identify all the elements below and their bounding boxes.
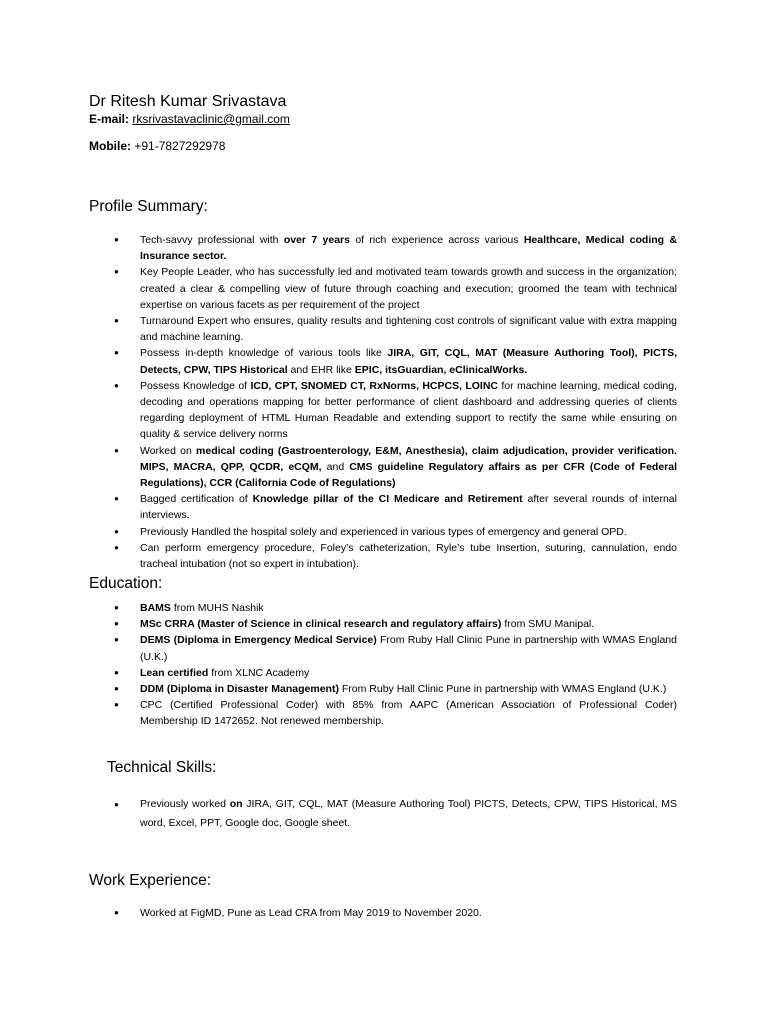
list-item [114,378,677,443]
item-text: JIRA, GIT, CQL, MAT (Measure Authoring Tool) PICTS, Detects, CPW, TIPS Historical, MS word, Excel, PPT, Google doc, Google sheet. [140,798,677,829]
item-text: From Ruby Hall Clinic Pune in partnership with WMAS England (U.K.) [140,634,677,663]
list-item [114,697,677,729]
list-item [114,524,677,540]
email-line [89,112,290,126]
item-text: Tech-savvy professional with [140,234,284,246]
technical-skills-heading: Technical Skills: [107,759,217,776]
item-text: from SMU Manipal. [501,618,595,631]
item-text: Can perform emergency procedure, Foley’s catheterization, Ryle’s tube Insertion, suturing, cannulation, endo tracheal intubation (not so expert in intubation). [140,541,677,571]
work-experience-list [114,905,677,921]
bold-text: EPIC, itsGuardian, eClinicalWorks. [354,363,528,376]
item-text: Bagged certification of [140,493,253,506]
item-text: of rich experience across various [349,234,524,246]
bold-text: DEMS (Diploma in Emergency Medical Service) [140,634,377,647]
list-item [114,616,677,632]
bold-text: Healthcare, Medical coding & Insurance sector. [140,234,677,263]
mobile-label: Mobile: [89,139,131,153]
item-text: Worked at FigMD, Pune as Lead CRA from May 2019 to November 2020. [140,907,482,919]
mobile-number: +91-7827292978 [134,139,226,153]
bold-text: CMS guideline Regulatory affairs as per CFR (Code of Federal Regulations), CCR (California Code of Regulations) [140,460,678,490]
list-item [114,795,677,833]
list-item [114,443,677,492]
education-list [114,600,677,730]
bold-text: MSc CRRA (Master of Science in clinical research and regulatory affairs) [140,618,502,631]
bold-text: Lean certified [140,666,209,679]
bold-text: DDM (Diploma in Disaster Management) [140,683,339,696]
bold-text: BAMS [140,602,171,614]
list-item [114,232,677,264]
item-text: and [321,460,350,473]
list-item [114,905,677,921]
item-text: Possess Knowledge of [140,379,251,392]
bold-text: medical coding (Gastroenterology, E&M, Anesthesia), claim adjudication, provider verification. MIPS, MACRA, QPP, QCDR, eCQM, [140,444,677,473]
item-text: Turnaround Expert who ensures, quality results and tightening cost controls of significant value with extra mapping and machine learning. [140,315,677,344]
profile-summary-list [114,232,677,572]
education-heading: Education: [89,575,163,592]
technical-skills-list [114,795,677,833]
item-text: Key People Leader, who has successfully led and motivated team towards growth and success in the organization; created a clear & compelling view of future through coaching and execution; groomed the team with technical expertise on various facets as per requirement of the project [140,266,677,311]
bold-text: Knowledge pillar of the CI Medicare and Retirement [252,493,523,506]
item-text: Worked on [140,444,197,457]
candidate-name: Dr Ritesh Kumar Srivastava [89,93,287,110]
list-item [114,313,677,345]
list-item [114,681,677,697]
item-text: from MUHS Nashik [170,602,264,614]
work-experience-heading: Work Experience: [89,872,212,889]
profile-summary-heading: Profile Summary: [89,198,208,215]
item-text: CPC (Certified Professional Coder) with 85% from AAPC (American Association of Professional Coder) Membership ID 1472652. Not renewed membership. [140,699,677,728]
mobile-line [89,139,225,153]
bold-text: JIRA, GIT, CQL, MAT (Measure Authoring Tool), PICTS, Detects, CPW, TIPS Historical [140,347,677,376]
list-item [114,491,677,523]
list-item [114,345,677,377]
list-item [114,540,677,572]
item-text: From Ruby Hall Clinic Pune in partnership with WMAS England (U.K.) [338,683,667,696]
item-text: from XLNC Academy [208,666,310,679]
item-text: and EHR like [287,363,355,376]
item-text: Previously worked [140,798,230,810]
item-text: for machine learning, medical coding, decoding and operations mapping for better performance of client dashboard and addressing queries of clients regarding deployment of HTML Human Readable and extending support to rectify the same while ensuring on quality & service delivery norms [140,379,678,441]
item-text: Possess in-depth knowledge of various tools like [140,347,388,360]
list-item [114,632,677,664]
list-item [114,264,677,313]
bold-text: on [229,798,243,810]
item-text: Previously Handled the hospital solely and experienced in various types of emergency and general OPD. [140,525,627,538]
email-label: E-mail: [89,112,130,126]
email-link[interactable]: rksrivastavaclinic@gmail.com [132,112,290,126]
bold-text: over 7 years [283,234,350,246]
list-item [114,600,677,616]
bold-text: ICD, CPT, SNOMED CT, RxNorms, HCPCS, LOINC [250,379,499,392]
list-item [114,665,677,681]
item-text: after several rounds of internal interviews. [140,493,677,522]
